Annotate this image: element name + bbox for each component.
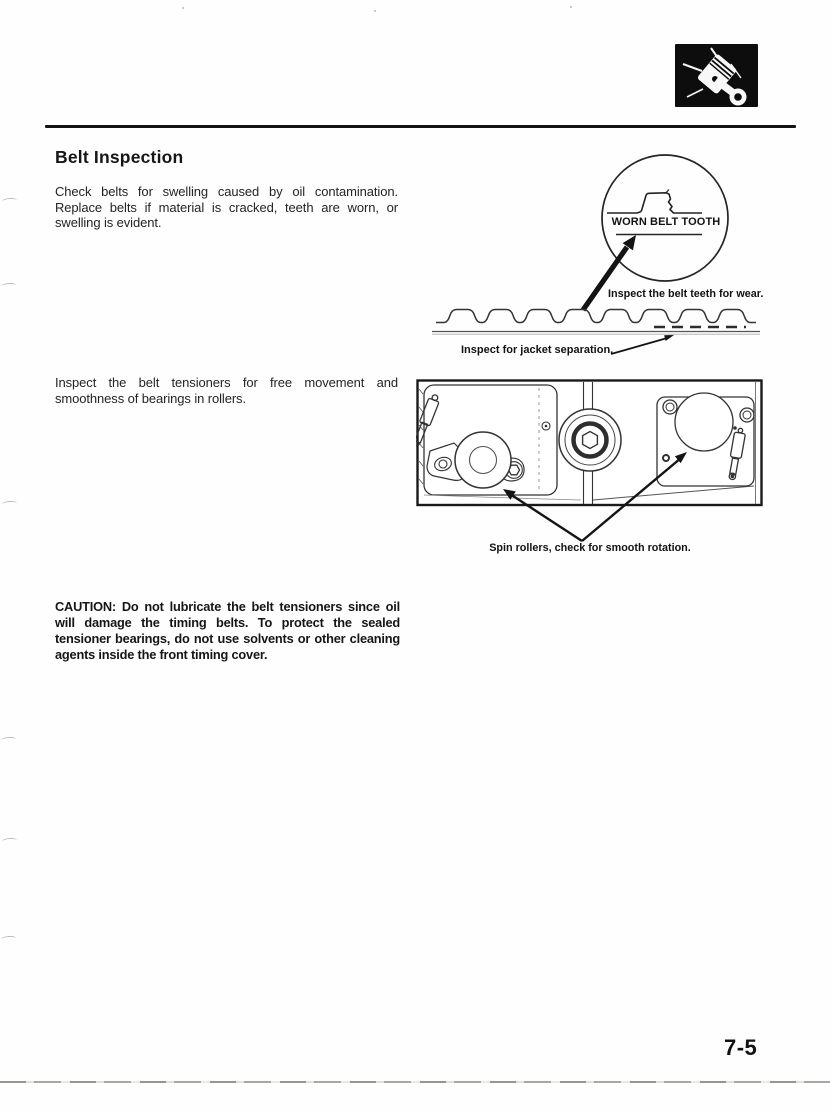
scan-artifact (2, 837, 17, 844)
jacket-separation-caption: Inspect for jacket separation. (461, 344, 614, 356)
piston-connecting-rod-icon (675, 44, 758, 107)
scan-artifact (182, 7, 184, 9)
spin-rollers-caption: Spin rollers, check for smooth rotation. (489, 542, 691, 554)
scan-artifact (1, 935, 16, 942)
worn-belt-tooth-label: WORN BELT TOOTH (611, 216, 721, 228)
scan-artifact (374, 10, 376, 12)
paragraph-belt-tensioners: Inspect the belt tensioners for free movement and smoothness of bearings in rollers. (55, 375, 398, 406)
caution-paragraph: CAUTION: Do not lubricate the belt tensioners since oil will damage the timing belts. To protect the sealed tensioner bearings, do not use solvents or other cleaning agents inside the front timing cover. (55, 599, 400, 662)
scan-artifact (2, 500, 17, 507)
page-title: Belt Inspection (55, 147, 184, 167)
belt-tooth-figure (430, 145, 766, 360)
scan-artifact (2, 197, 17, 204)
tensioner-figure (416, 373, 768, 547)
scan-artifact (1, 282, 16, 289)
paragraph-belt-swelling: Check belts for swelling caused by oil contamination. Replace belts if material is cracked, teeth are worn, or swelling is evident. (55, 184, 398, 231)
belt-teeth-caption: Inspect the belt teeth for wear. (608, 288, 764, 300)
scan-artifact (570, 6, 572, 8)
page-number: 7-5 (724, 1035, 758, 1060)
piston-illustration (675, 44, 758, 107)
scan-artifact (1, 736, 16, 743)
page-bottom-scan-edge (0, 1081, 830, 1083)
header-rule (45, 125, 796, 128)
